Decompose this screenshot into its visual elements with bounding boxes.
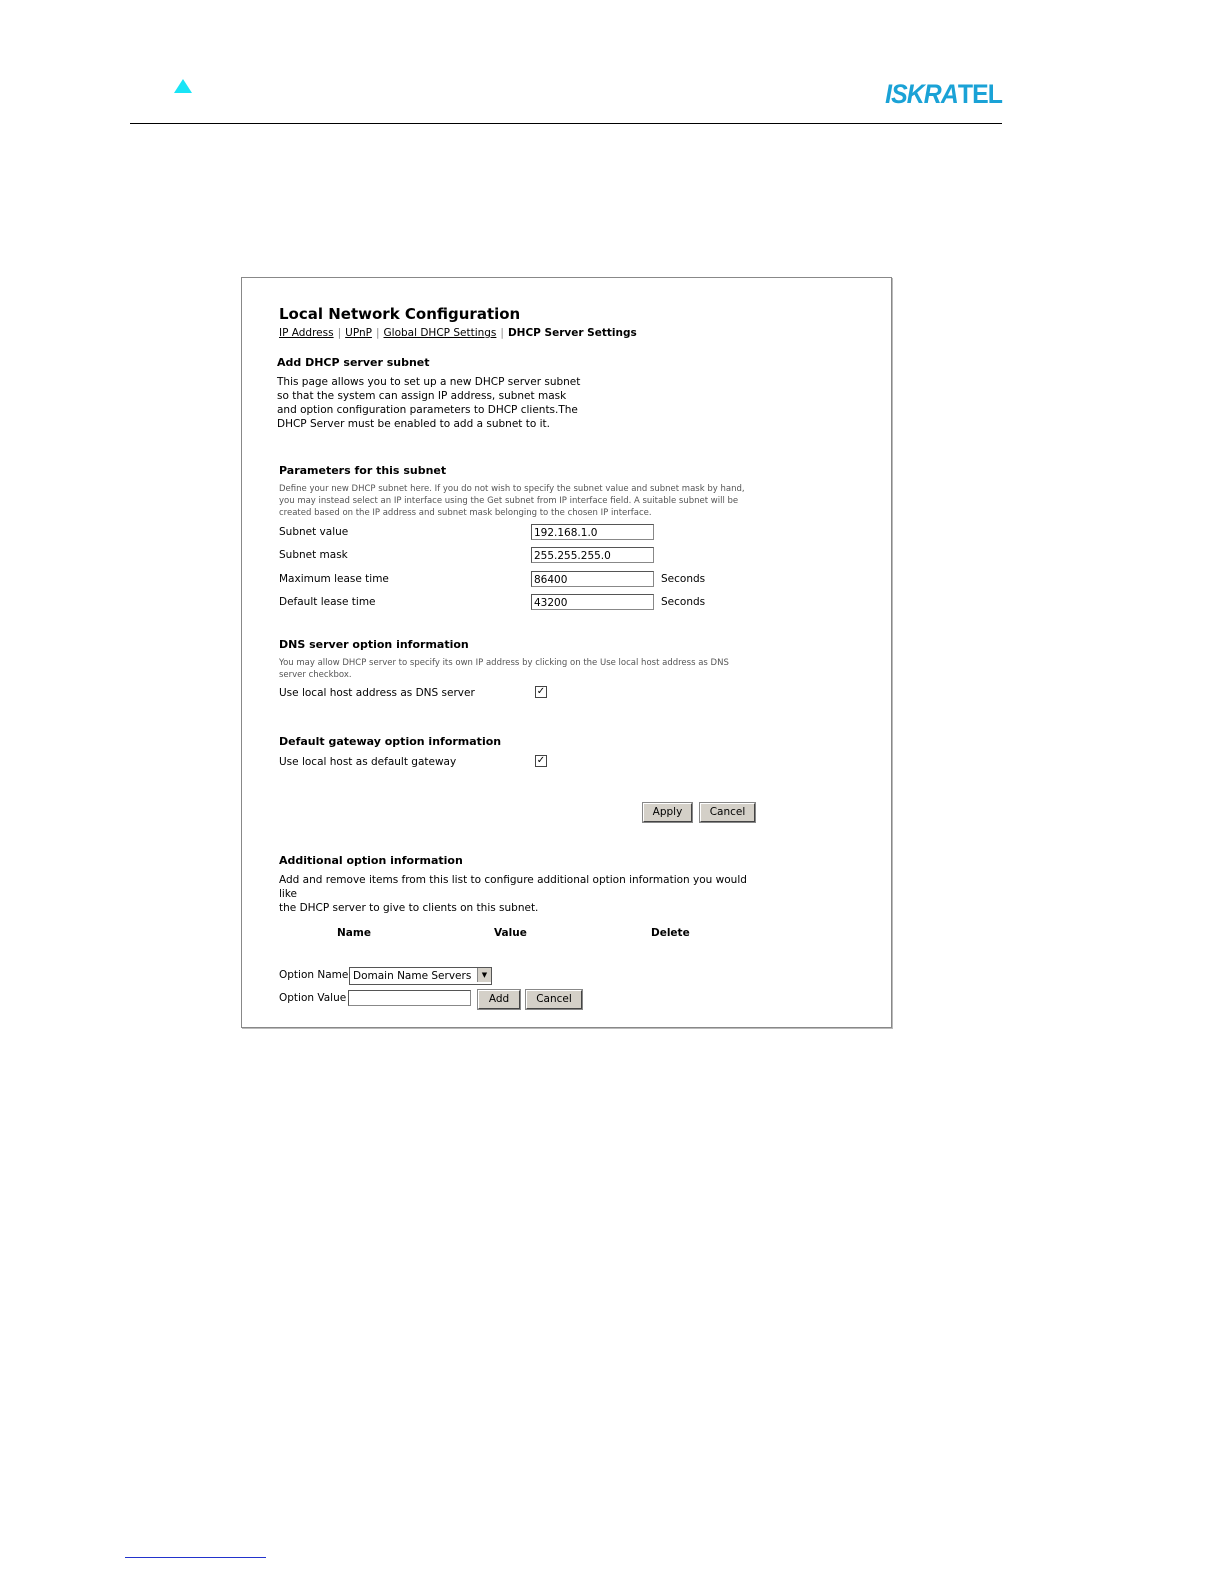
params-description xyxy=(279,483,759,519)
description-line: This page allows you to set up a new DHCP server subnet xyxy=(277,376,581,388)
max-lease-input[interactable]: 86400 xyxy=(531,571,654,587)
iskratel-logo: ISKRATEL xyxy=(885,79,1002,109)
description-line: You may allow DHCP server to specify its own IP address by clicking on the Use local host address as DNS xyxy=(279,658,729,668)
footer-rule xyxy=(125,1557,266,1558)
option-value-label: Option Value xyxy=(279,992,347,1004)
triangle-up-icon xyxy=(174,79,192,93)
dns-checkbox-label: Use local host address as DNS server xyxy=(279,687,475,699)
description-line: created based on the IP address and subnet mask belonging to the chosen IP interface. xyxy=(279,508,652,518)
subnet-mask-label: Subnet mask xyxy=(279,549,348,561)
gateway-checkbox-label: Use local host as default gateway xyxy=(279,756,457,768)
column-header-delete: Delete xyxy=(651,927,690,939)
gateway-checkbox[interactable]: ✓ xyxy=(536,755,546,766)
description-line: so that the system can assign IP address, subnet mask xyxy=(277,390,567,402)
description-line: Define your new DHCP subnet here. If you do not wish to specify the subnet value and subnet mask by hand, xyxy=(279,484,745,494)
cancel-option-button[interactable]: Cancel xyxy=(526,990,582,1009)
description-line: server checkbox. xyxy=(279,670,352,680)
subnet-value-label: Subnet value xyxy=(279,526,349,538)
dns-heading: DNS server option information xyxy=(279,638,469,651)
description-line: you may instead select an IP interface using the Get subnet from IP interface field. A suitable subnet will be xyxy=(279,496,739,506)
description-line: the DHCP server to give to clients on this subnet. xyxy=(279,902,539,914)
max-lease-unit: Seconds xyxy=(661,573,706,585)
add-option-button[interactable]: Add xyxy=(478,990,520,1009)
subnet-value-input[interactable]: 192.168.1.0 xyxy=(531,524,654,540)
column-header-name: Name xyxy=(337,927,371,939)
nav-separator: | xyxy=(337,327,342,339)
nav-current-page: DHCP Server Settings xyxy=(507,327,637,339)
additional-heading: Additional option information xyxy=(279,854,463,867)
dns-checkbox[interactable]: ✓ xyxy=(536,686,546,697)
default-lease-label: Default lease time xyxy=(279,596,376,608)
option-name-select[interactable] xyxy=(349,967,492,985)
nav-separator: | xyxy=(500,327,504,339)
page-title: Local Network Configuration xyxy=(279,305,521,323)
max-lease-label: Maximum lease time xyxy=(279,573,389,585)
apply-button[interactable]: Apply xyxy=(643,803,692,822)
description-line: and option configuration parameters to DHCP clients.The xyxy=(277,404,578,416)
gateway-heading: Default gateway option information xyxy=(279,735,502,748)
cancel-button[interactable]: Cancel xyxy=(700,803,755,822)
breadcrumb xyxy=(279,327,637,339)
nav-link-upnp[interactable]: UPnP xyxy=(345,327,372,339)
additional-description xyxy=(279,873,759,915)
default-lease-unit: Seconds xyxy=(661,596,706,608)
nav-link-global-dhcp[interactable]: Global DHCP Settings xyxy=(383,327,497,339)
screenshot-panel xyxy=(241,277,892,1028)
add-subnet-description xyxy=(277,375,597,431)
nav-separator: | xyxy=(375,327,380,339)
description-line: DHCP Server must be enabled to add a subnet to it. xyxy=(277,418,550,430)
default-lease-input[interactable]: 43200 xyxy=(531,594,654,610)
add-subnet-heading: Add DHCP server subnet xyxy=(277,356,430,369)
nav-link-ip-address[interactable]: IP Address xyxy=(279,327,334,339)
option-value-input[interactable] xyxy=(348,990,471,1006)
document-header xyxy=(130,70,1002,124)
dns-description xyxy=(279,657,759,681)
column-header-value: Value xyxy=(494,927,527,939)
option-name-label: Option Name xyxy=(279,969,349,981)
params-heading: Parameters for this subnet xyxy=(279,464,447,477)
subnet-mask-input[interactable]: 255.255.255.0 xyxy=(531,547,654,563)
chevron-down-icon[interactable]: ▼ xyxy=(477,968,491,982)
description-line: Add and remove items from this list to configure additional option information you would like xyxy=(279,874,747,900)
option-name-selected: Domain Name Servers xyxy=(353,970,472,982)
